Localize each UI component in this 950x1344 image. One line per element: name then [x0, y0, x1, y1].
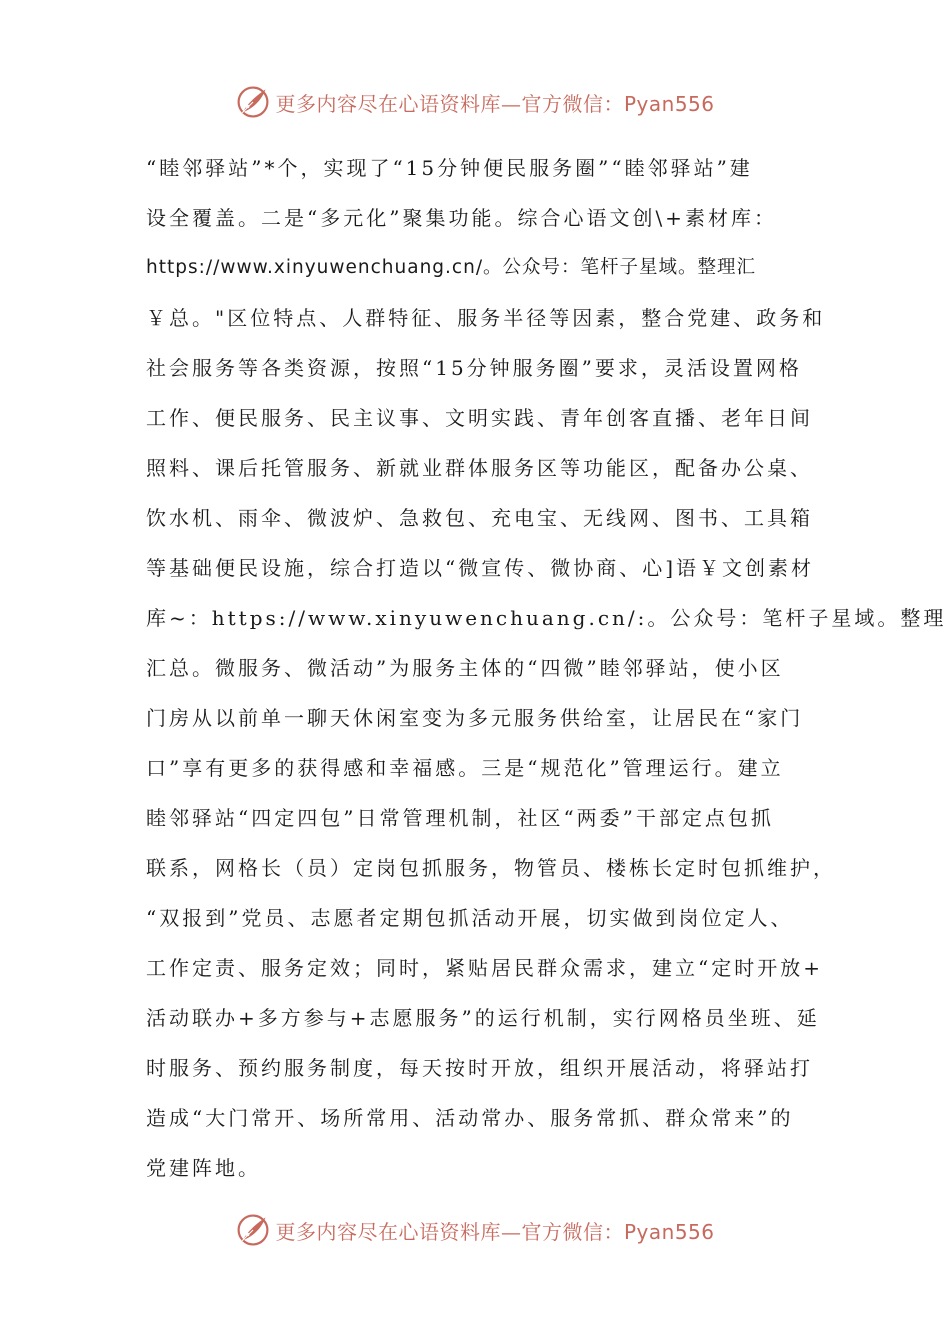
paragraph-line: “双报到”党员、志愿者定期包抓活动开展，切实做到岗位定人、 — [146, 906, 794, 930]
paragraph-line: 活动联办+多方参与+志愿服务”的运行机制，实行网格员坐班、延 — [146, 1006, 820, 1030]
paragraph-line: 工作、便民服务、民主议事、文明实践、青年创客直播、老年日间 — [146, 406, 813, 430]
paragraph-line: 党建阵地。 — [146, 1156, 261, 1180]
paragraph-line: 睦邻驿站“四定四包”日常管理机制，社区“两委”干部定点包抓 — [146, 806, 774, 830]
paragraph-line: 等基础便民设施，综合打造以“微宣传、微协商、心]语￥文创素材 — [146, 556, 815, 580]
quill-pen-logo-icon — [235, 1212, 271, 1248]
paragraph-line: ￥总。"区位特点、人群特征、服务半径等因素，整合党建、政务和 — [146, 306, 826, 330]
paragraph-line: 门房从以前单一聊天休闲室变为多元服务供给室，让居民在“家门 — [146, 706, 804, 730]
document-body — [146, 143, 947, 1193]
paragraph-line: 时服务、预约服务制度，每天按时开放，组织开展活动，将驿站打 — [146, 1056, 813, 1080]
paragraph-line: 照料、课后托管服务、新就业群体服务区等功能区，配备办公桌、 — [146, 456, 813, 480]
paragraph-line: 饮水机、雨伞、微波炉、急救包、充电宝、无线网、图书、工具箱 — [146, 506, 813, 530]
paragraph-line: 工作定责、服务定效；同时，紧贴居民群众需求，建立“定时开放+ — [146, 956, 823, 980]
paragraph-line: 汇总。微服务、微活动”为服务主体的“四微”睦邻驿站，使小区 — [146, 656, 784, 680]
footer-banner-text: 更多内容尽在心语资料库—官方微信： — [275, 1219, 624, 1244]
paragraph-line: 设全覆盖。二是“多元化”聚集功能。综合心语文创\+素材库： — [146, 206, 777, 230]
header-banner — [0, 82, 950, 122]
paragraph-line: 社会服务等各类资源，按照“15分钟服务圈”要求，灵活设置网格 — [146, 356, 802, 380]
paragraph-line: 造成“大门常开、场所常用、活动常办、服务常抓、群众常来”的 — [146, 1106, 794, 1130]
paragraph-line: 联系，网格长（员）定岗包抓服务，物管员、楼栋长定时包抓维护， — [146, 856, 836, 880]
quill-pen-logo-icon — [235, 84, 271, 120]
paragraph-line: 口”享有更多的获得感和幸福感。三是“规范化”管理运行。建立 — [146, 756, 784, 780]
footer-banner-handle: Pyan556 — [623, 1219, 715, 1244]
header-banner-handle: Pyan556 — [623, 91, 715, 116]
paragraph-line: “睦邻驿站”*个，实现了“15分钟便民服务圈”“睦邻驿站”建 — [146, 156, 753, 180]
paragraph-line: 库~：https://www.xinyuwenchuang.cn/:。公众号：笔杆子星域。整理 — [146, 606, 947, 630]
header-banner-text: 更多内容尽在心语资料库—官方微信： — [275, 91, 624, 116]
paragraph-line: https://www.xinyuwenchuang.cn/。公众号：笔杆子星域。整理汇 — [146, 257, 757, 278]
footer-banner — [0, 1210, 950, 1250]
